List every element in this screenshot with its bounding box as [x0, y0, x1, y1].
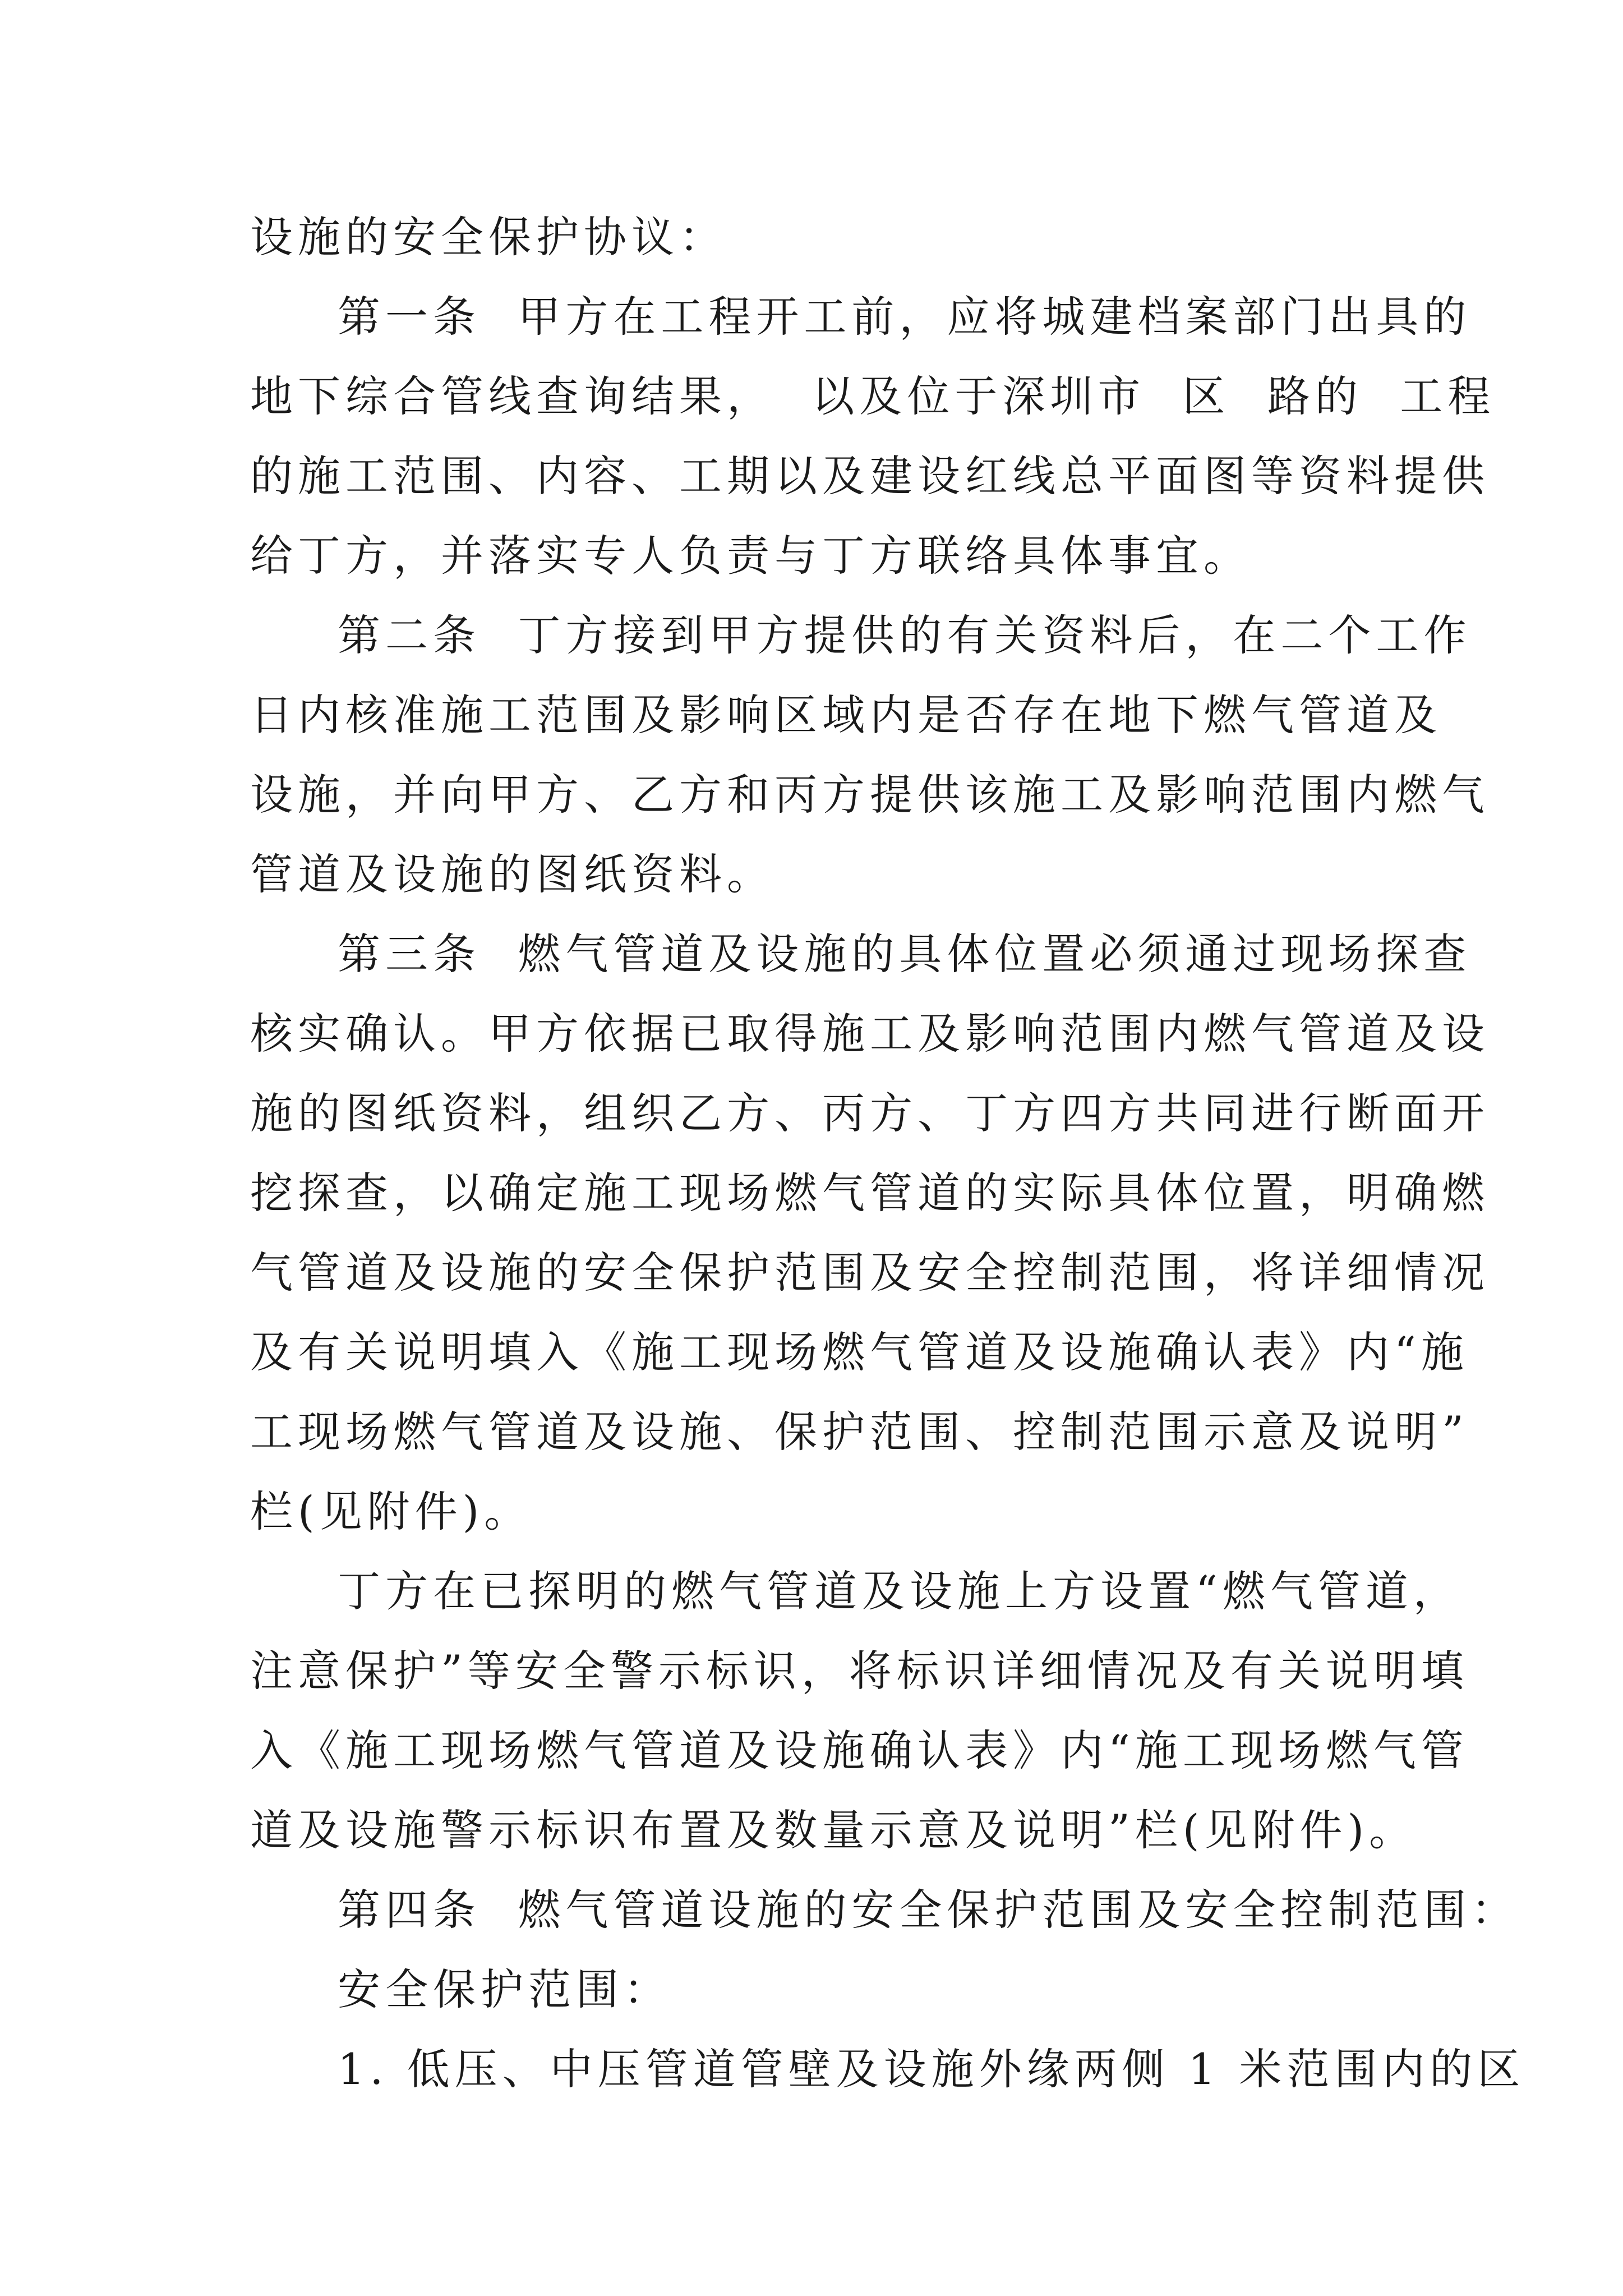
article-1-heading-line: 第一条 甲方在工程开工前，应将城建档案部门出具的	[338, 292, 1472, 342]
article-4-heading-line: 第四条 燃气管道设施的安全保护范围及安全控制范围：	[338, 1885, 1519, 1935]
text-line: 气管道及设施的安全保护范围及安全控制范围，将详细情况	[250, 1248, 1490, 1297]
paragraph-start-line: 丁方在已探明的燃气管道及设施上方设置“燃气管道，	[338, 1566, 1461, 1616]
text-line: 工现场燃气管道及设施、保护范围、控制范围示意及说明”	[250, 1407, 1469, 1457]
text-line: 设施的安全保护协议：	[250, 212, 727, 262]
text-line: 日内核准施工范围及影响区域内是否存在地下燃气管道及	[250, 690, 1442, 740]
text-line: 管道及设施的图纸资料。	[250, 849, 774, 899]
text-line: 地下综合管线查询结果， 以及位于深圳市 区 路的 工程	[250, 371, 1496, 421]
subheading-line: 安全保护范围：	[338, 1964, 671, 2014]
text-line: 核实确认。甲方依据已取得施工及影响范围内燃气管道及设	[250, 1009, 1490, 1059]
text-line: 的施工范围、内容、工期以及建设红线总平面图等资料提供	[250, 451, 1490, 501]
text-line: 注意保护”等安全警示标识，将标识详细情况及有关说明填	[250, 1646, 1469, 1696]
text-line: 给丁方，并落实专人负责与丁方联络具体事宜。	[250, 531, 1251, 581]
text-line: 设施，并向甲方、乙方和丙方提供该施工及影响范围内燃气	[250, 770, 1490, 820]
text-line: 入《施工现场燃气管道及设施确认表》内“施工现场燃气管	[250, 1726, 1469, 1775]
text-line: 栏(见附件)。	[250, 1487, 532, 1536]
text-line: 道及设施警示标识布置及数量示意及说明”栏(见附件)。	[250, 1805, 1417, 1855]
text-line: 施的图纸资料，组织乙方、丙方、丁方四方共同进行断面开	[250, 1088, 1490, 1138]
text-line: 及有关说明填入《施工现场燃气管道及设施确认表》内“施	[250, 1327, 1469, 1377]
article-2-heading-line: 第二条 丁方接到甲方提供的有关资料后，在二个工作	[338, 610, 1472, 660]
article-3-heading-line: 第三条 燃气管道及设施的具体位置必须通过现场探查	[338, 929, 1472, 979]
list-item-line: 1. 低压、中压管道管壁及设施外缘两侧 1 米范围内的区	[338, 2044, 1525, 2094]
text-line: 挖探查，以确定施工现场燃气管道的实际具体位置，明确燃	[250, 1168, 1490, 1218]
